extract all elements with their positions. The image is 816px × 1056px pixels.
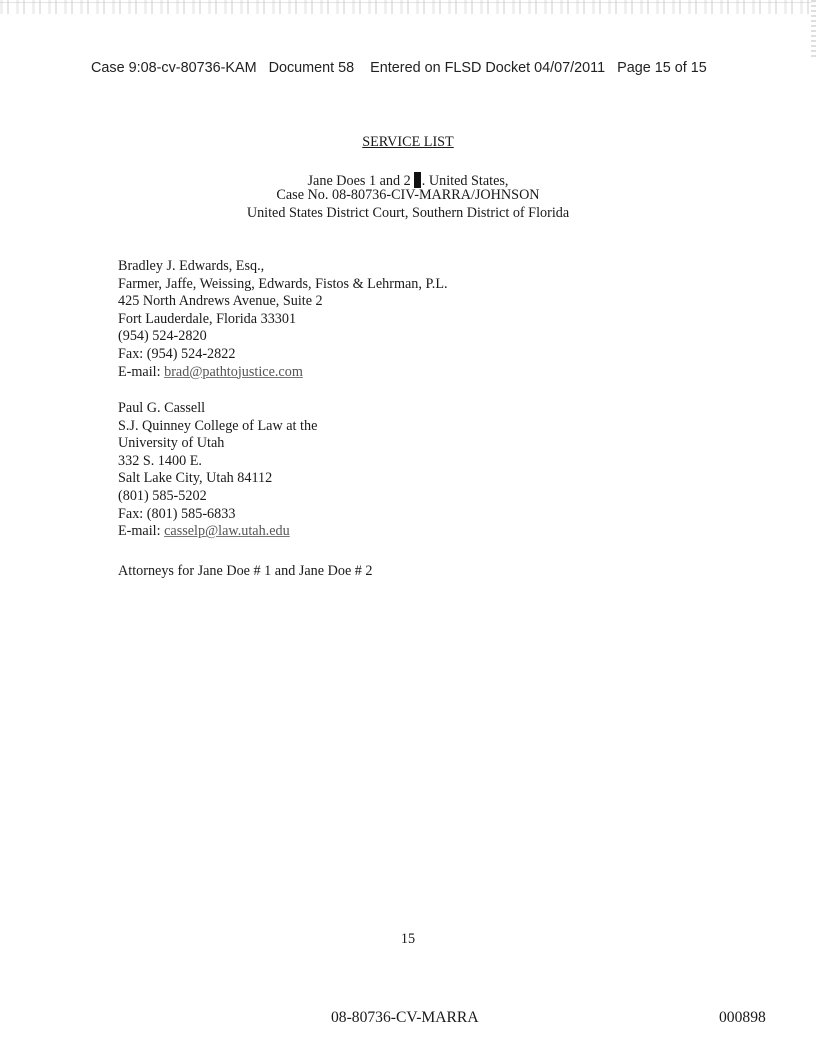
footer-bates-number: 000898 [719,1009,766,1026]
scan-artifact-right [811,0,816,60]
header-document: Document 58 [268,60,355,76]
attorney-fax: Fax: (954) 524-2822 [118,345,236,362]
page-title: SERVICE LIST [362,134,454,150]
email-label: E-mail: [118,363,165,380]
caption-court: United States District Court, Southern District of Florida [246,205,570,221]
redaction-mark [414,172,421,188]
attorney-block-cassell [118,400,317,541]
attorney-name: Paul G. Cassell [118,400,206,416]
attorney-address-street: 332 S. 1400 E. [118,452,202,469]
email-label: E-mail: [118,523,165,540]
attorney-address-city: Fort Lauderdale, Florida 33301 [118,310,297,327]
attorney-address-street: 425 North Andrews Avenue, Suite 2 [118,293,323,310]
attorney-email-line [118,523,317,541]
attorney-email-line [118,364,448,382]
caption-parties-after: . United States, [421,173,509,189]
header-entered: Entered on FLSD Docket 04/07/2011 [370,60,606,76]
scan-artifact-line [0,2,816,3]
attorney-email-link[interactable]: brad@pathtojustice.com [164,363,303,380]
attorney-phone: (801) 585-5202 [118,487,207,504]
attorney-email-link[interactable]: casselp@law.utah.edu [164,523,290,540]
header-case: Case 9:08-cv-80736-KAM [91,60,257,76]
attorney-name: Bradley J. Edwards, Esq., [118,258,265,274]
attorney-affiliation-cont: University of Utah [118,435,225,452]
caption-case-no: Case No. 08-80736-CIV-MARRA/JOHNSON [276,187,540,203]
attorney-firm: Farmer, Jaffe, Weissing, Edwards, Fistos & Lehrman, P.L. [118,275,448,292]
docket-header [91,60,707,76]
caption-parties-before: Jane Does 1 and 2 [307,173,411,189]
header-page: Page 15 of 15 [617,60,707,76]
attorney-affiliation: S.J. Quinney College of Law at the [118,417,318,434]
attorney-phone: (954) 524-2820 [118,328,207,345]
attorney-address-city: Salt Lake City, Utah 84112 [118,470,273,487]
attorneys-for-line: Attorneys for Jane Doe # 1 and Jane Doe # 2 [118,563,373,579]
page-number: 15 [400,931,416,947]
attorney-fax: Fax: (801) 585-6833 [118,505,236,522]
attorney-block-edwards [118,258,448,381]
footer-case-ref: 08-80736-CV-MARRA [331,1009,479,1026]
